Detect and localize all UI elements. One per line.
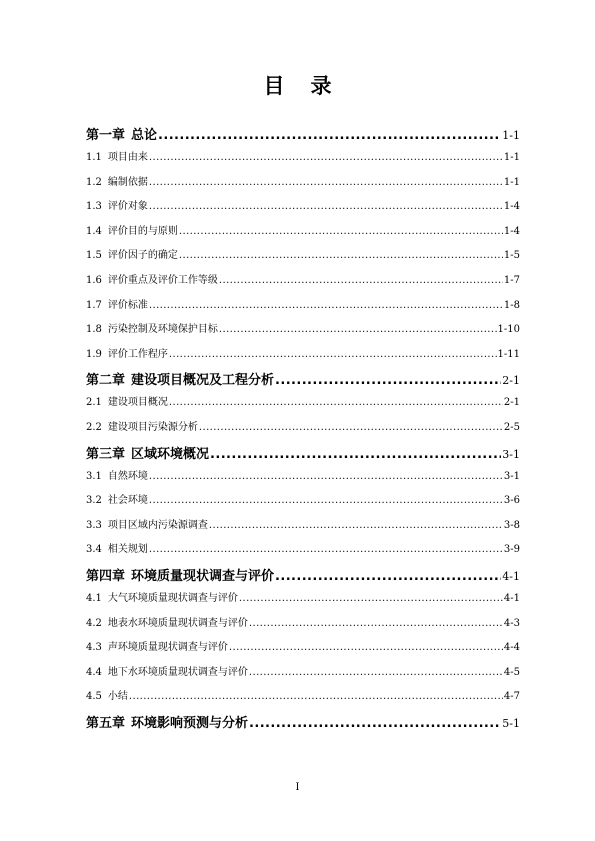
toc-entry-title: 环境影响预测与分析 — [131, 715, 249, 731]
toc-entry-number: 第五章 — [86, 715, 126, 731]
toc-chapter-entry[interactable] — [86, 565, 520, 589]
table-of-contents — [86, 124, 520, 736]
toc-entry-page: 1-11 — [497, 348, 520, 360]
toc-entry-title: 环境质量现状调查与评价 — [131, 568, 275, 584]
dot-leader — [149, 201, 503, 212]
toc-entry-number: 第一章 — [86, 128, 126, 143]
toc-section-entry[interactable] — [86, 516, 520, 541]
toc-entry-page: 2-1 — [502, 374, 520, 388]
toc-section-entry[interactable] — [86, 296, 520, 321]
toc-entry-number: 1.1 — [86, 152, 102, 163]
dot-leader — [209, 520, 503, 531]
toc-entry-page: 3-1 — [503, 470, 520, 482]
toc-chapter-entry[interactable] — [86, 712, 520, 736]
toc-entry-page: 1-1 — [502, 129, 520, 142]
dot-leader — [149, 177, 503, 188]
toc-entry-title: 建设项目概况 — [107, 397, 168, 409]
toc-entry-title: 评价标准 — [107, 299, 148, 311]
toc-entry-number: 1.8 — [86, 324, 102, 336]
toc-entry-page: 3-1 — [502, 447, 520, 461]
toc-entry-number: 4.4 — [86, 666, 102, 678]
dot-leader — [149, 544, 503, 555]
toc-entry-page: 1-1 — [503, 176, 520, 188]
toc-entry-page: 3-9 — [503, 544, 520, 556]
dot-leader — [219, 275, 503, 286]
toc-entry-page: 5-1 — [502, 716, 520, 730]
dot-leader — [275, 373, 501, 388]
toc-entry-number: 2.2 — [86, 421, 102, 433]
toc-entry-number: 4.1 — [86, 592, 102, 604]
toc-entry-number: 3.3 — [86, 519, 102, 531]
toc-entry-page: 1-5 — [503, 250, 520, 262]
toc-entry-title: 评价对象 — [107, 201, 148, 213]
toc-section-entry[interactable] — [86, 197, 520, 222]
toc-entry-number: 1.7 — [86, 299, 102, 311]
toc-entry-title: 小结 — [107, 691, 128, 703]
dot-leader — [149, 300, 503, 311]
dot-leader — [249, 716, 501, 731]
toc-section-entry[interactable] — [86, 614, 520, 639]
toc-entry-title: 社会环境 — [107, 495, 148, 507]
toc-entry-title: 自然环境 — [107, 470, 148, 482]
toc-entry-title: 项目由来 — [107, 152, 148, 163]
toc-entry-title: 大气环境质量现状调查与评价 — [107, 592, 238, 604]
toc-entry-page: 1-8 — [503, 299, 520, 311]
toc-section-entry[interactable] — [86, 345, 520, 370]
toc-section-entry[interactable] — [86, 467, 520, 492]
toc-entry-number: 1.4 — [86, 225, 102, 237]
toc-section-entry[interactable] — [86, 540, 520, 565]
toc-entry-page: 1-10 — [497, 324, 520, 336]
dot-leader — [169, 397, 503, 408]
toc-entry-title: 评价重点及评价工作等级 — [107, 274, 218, 286]
toc-entry-page: 3-8 — [503, 519, 520, 531]
toc-entry-title: 声环境质量现状调查与评价 — [107, 642, 228, 654]
toc-entry-number: 1.2 — [86, 176, 102, 188]
toc-entry-number: 第二章 — [86, 373, 126, 389]
toc-entry-title: 评价工作程序 — [107, 348, 168, 360]
toc-entry-number: 1.5 — [86, 250, 102, 262]
toc-entry-title: 建设项目概况及工程分析 — [131, 373, 275, 389]
toc-entry-title: 污染控制及环境保护目标 — [107, 324, 218, 336]
page-number: I — [295, 782, 300, 793]
toc-entry-number: 4.3 — [86, 642, 102, 654]
dot-leader — [149, 152, 503, 163]
dot-leader — [229, 642, 503, 653]
dot-leader — [179, 226, 503, 237]
toc-entry-title: 地下水环境质量现状调查与评价 — [107, 666, 248, 678]
toc-chapter-entry[interactable] — [86, 443, 520, 467]
toc-entry-number: 3.1 — [86, 470, 102, 482]
toc-entry-number: 1.3 — [86, 201, 102, 213]
toc-entry-number: 第三章 — [86, 446, 126, 462]
toc-entry-title: 总论 — [131, 128, 158, 143]
toc-entry-page: 1-1 — [503, 152, 520, 163]
dot-leader — [199, 422, 503, 433]
toc-section-entry[interactable] — [86, 271, 520, 296]
toc-entry-title: 区域环境概况 — [131, 446, 210, 462]
toc-entry-page: 4-1 — [503, 592, 520, 604]
toc-section-entry[interactable] — [86, 320, 520, 345]
toc-chapter-entry[interactable] — [86, 369, 520, 393]
dot-leader — [158, 128, 501, 143]
toc-section-entry[interactable] — [86, 491, 520, 516]
toc-section-entry[interactable] — [86, 663, 520, 688]
dot-leader — [249, 618, 503, 629]
dot-leader — [239, 593, 503, 604]
dot-leader — [179, 250, 503, 261]
toc-section-entry[interactable] — [86, 148, 520, 173]
toc-entry-title: 地表水环境质量现状调查与评价 — [107, 617, 248, 629]
toc-entry-number: 1.9 — [86, 348, 102, 360]
toc-chapter-entry[interactable] — [86, 124, 520, 148]
toc-entry-number: 1.6 — [86, 274, 102, 286]
toc-entry-number: 2.1 — [86, 397, 102, 409]
toc-section-entry[interactable] — [86, 246, 520, 271]
dot-leader — [275, 569, 501, 584]
toc-section-entry[interactable] — [86, 173, 520, 198]
page-title: 目录 — [263, 74, 358, 98]
toc-entry-page: 1-4 — [503, 201, 520, 213]
toc-entry-title: 评价因子的确定 — [107, 250, 178, 262]
toc-entry-number: 第四章 — [86, 568, 126, 584]
toc-entry-title: 评价目的与原则 — [107, 225, 178, 237]
toc-entry-number: 3.2 — [86, 495, 102, 507]
toc-entry-page: 4-4 — [503, 642, 520, 654]
dot-leader — [169, 349, 497, 360]
toc-section-entry[interactable] — [86, 638, 520, 663]
toc-entry-page: 1-4 — [503, 225, 520, 237]
toc-entry-number: 3.4 — [86, 544, 102, 556]
toc-entry-title: 建设项目污染源分析 — [107, 421, 198, 433]
toc-entry-page: 4-5 — [503, 666, 520, 678]
dot-leader — [149, 471, 503, 482]
toc-section-entry[interactable] — [86, 393, 520, 418]
toc-entry-page: 2-5 — [503, 421, 520, 433]
dot-leader — [129, 691, 503, 702]
toc-entry-title: 编制依据 — [107, 176, 148, 188]
toc-entry-page: 4-1 — [502, 569, 520, 583]
toc-entry-page: 2-1 — [503, 397, 520, 409]
toc-entry-number: 4.5 — [86, 691, 102, 703]
toc-section-entry[interactable] — [86, 589, 520, 614]
toc-entry-page: 1-7 — [503, 274, 520, 286]
toc-entry-page: 3-6 — [503, 495, 520, 507]
toc-entry-page: 4-7 — [503, 691, 520, 703]
toc-section-entry[interactable] — [86, 418, 520, 443]
dot-leader — [149, 495, 503, 506]
toc-entry-number: 4.2 — [86, 617, 102, 629]
toc-entry-title: 项目区域内污染源调查 — [107, 519, 208, 531]
dot-leader — [210, 447, 501, 462]
dot-leader — [219, 324, 497, 335]
dot-leader — [249, 667, 503, 678]
toc-section-entry[interactable] — [86, 687, 520, 712]
toc-section-entry[interactable] — [86, 222, 520, 247]
toc-entry-title: 相关规划 — [107, 544, 148, 556]
toc-entry-page: 4-3 — [503, 617, 520, 629]
